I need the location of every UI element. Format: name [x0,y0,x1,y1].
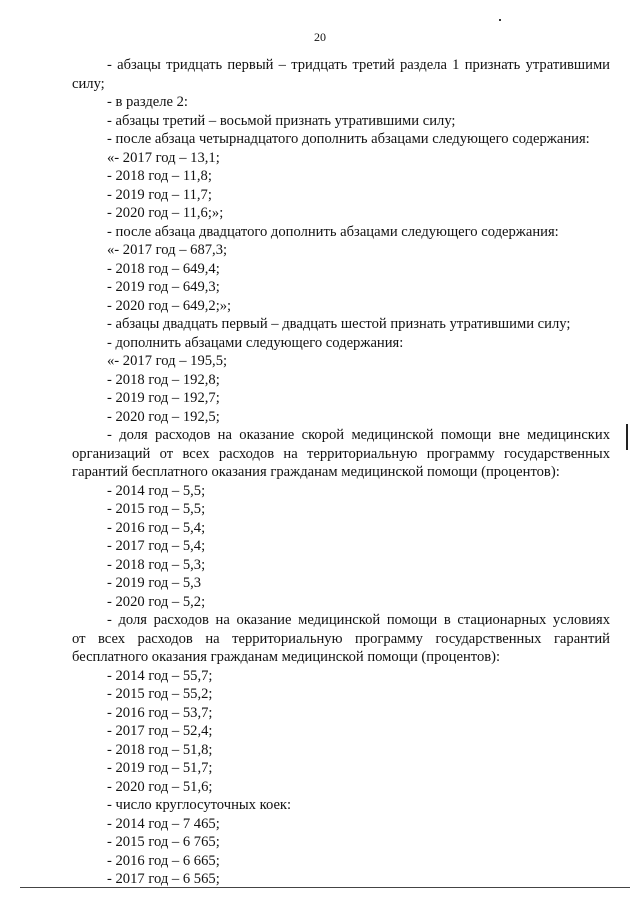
list-item: - 2019 год – 11,7; [107,186,212,203]
list-item: - 2020 год – 51,6; [107,778,213,795]
list-item: - 2018 год – 5,3; [107,556,206,573]
text-line: - после абзаца двадцатого дополнить абзацами следующего содержания: [107,223,559,240]
list-item: - 2015 год – 5,5; [107,501,206,517]
document-body [72,56,610,889]
list-item: - 2014 год – 5,5; [107,482,206,499]
list-item: - 2017 год – 6 565; [107,871,220,887]
text-line: - абзацы третий – восьмой признать утратившими силу; [107,112,456,129]
text-line: организаций от всех расходов на территориальную программу государственных [72,445,610,462]
list-item: - 2018 год – 11,8; [107,168,212,184]
list-item: - 2020 год – 192,5; [107,408,220,425]
text-line: - дополнить абзацами следующего содержания: [107,334,404,351]
list-item: - 2015 год – 55,2; [107,686,213,702]
text-line: бесплатного оказания гражданам медицинской помощи (процентов): [72,649,501,665]
list-item: - 2019 год – 51,7; [107,760,213,776]
list-item: - 2018 год – 192,8; [107,371,220,388]
list-item: - 2020 год – 11,6;»; [107,205,224,221]
list-item: - 2019 год – 5,3 [107,575,202,591]
text-line: от всех расходов на территориальную программу государственных гарантий [72,630,610,647]
list-item: «- 2017 год – 687,3; [107,242,228,258]
list-item: - 2017 год – 52,4; [107,723,213,739]
list-item: - 2017 год – 5,4; [107,538,206,554]
list-item: - 2016 год – 6 665; [107,852,220,869]
list-item: «- 2017 год – 195,5; [107,353,228,369]
list-item: - 2020 год – 649,2;»; [107,297,232,314]
text-line: - в разделе 2: [107,94,188,110]
text-line: - абзацы тридцать первый – тридцать третий раздела 1 признать утратившими [107,57,610,73]
list-item: - 2016 год – 53,7; [107,704,213,721]
list-item: - 2019 год – 649,3; [107,279,220,295]
list-item: «- 2017 год – 13,1; [107,149,220,166]
text-line: - доля расходов на оказание медицинской помощи в стационарных условиях [107,612,610,628]
text-line: гарантий бесплатного оказания гражданам медицинской помощи (процентов): [72,464,560,480]
list-item: - 2014 год – 55,7; [107,667,213,684]
scan-speck [499,19,501,21]
list-item: - 2014 год – 7 465; [107,815,220,832]
page-number: 20 [314,30,326,44]
list-item: - 2015 год – 6 765; [107,834,220,850]
margin-mark [626,424,628,450]
list-item: - 2019 год – 192,7; [107,390,220,406]
text-line: - доля расходов на оказание скорой медицинской помощи вне медицинских [107,427,610,443]
list-item: - 2016 год – 5,4; [107,519,206,536]
text-line: - абзацы двадцать первый – двадцать шестой признать утратившими силу; [107,316,571,332]
list-item: - 2018 год – 51,8; [107,741,213,758]
text-line: силу; [72,75,105,92]
list-item: - 2018 год – 649,4; [107,260,220,277]
text-line: - число круглосуточных коек: [107,797,292,813]
list-item: - 2020 год – 5,2; [107,593,206,610]
text-line: - после абзаца четырнадцатого дополнить абзацами следующего содержания: [107,131,590,147]
bottom-rule [20,887,630,888]
